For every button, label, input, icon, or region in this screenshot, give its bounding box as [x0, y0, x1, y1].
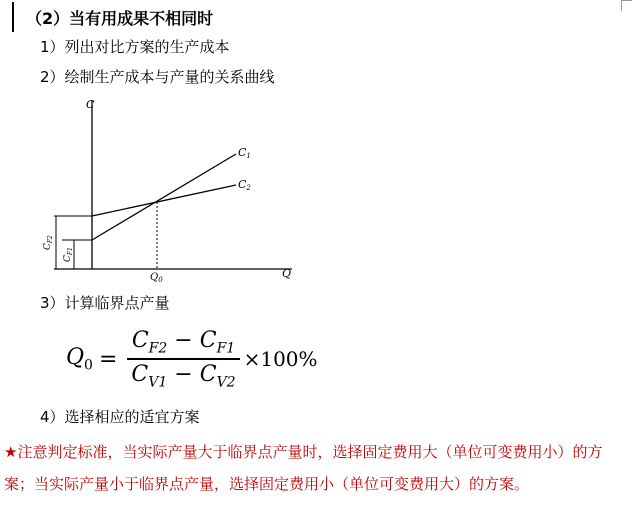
step-1: 1）列出对比方案的生产成本	[40, 38, 230, 56]
cost-output-chart	[34, 92, 304, 282]
formula-equals: =	[98, 346, 118, 372]
series-c2-line	[92, 185, 236, 216]
step-4: 4）选择相应的适宜方案	[40, 408, 200, 426]
cf1-label: $C_{F1}$	[63, 247, 74, 262]
q0-label: $Q_0$	[150, 272, 163, 282]
series-c2-label: C2	[238, 178, 251, 192]
series-c1-line	[92, 154, 236, 240]
breakeven-formula	[66, 328, 318, 391]
step-3: 3）计算临界点产量	[40, 294, 170, 312]
formula-denominator: $C_{V1} - C_{V2}$	[131, 362, 236, 391]
fraction-bar	[127, 358, 239, 360]
left-rule	[12, 2, 14, 32]
corner-mark	[621, 0, 632, 11]
section-heading: （2）当有用成果不相同时	[26, 9, 214, 28]
step-2: 2）绘制生产成本与产量的关系曲线	[40, 68, 275, 86]
formula-times-percent: ×100%	[243, 347, 318, 372]
series-c1-label: C1	[238, 146, 251, 160]
formula-numerator: $C_{F2} - C_{F1}$	[131, 328, 236, 357]
note-text: 注意判定标准，当实际产量大于临界点产量时，选择固定费用大（单位可变费用小）的方案；当实际产量小于临界点产量，选择固定费用小（单位可变费用大）的方案。	[4, 443, 603, 493]
x-axis-label: Q	[282, 267, 292, 280]
attention-note	[4, 436, 616, 500]
star-icon: ★	[4, 443, 18, 461]
cf2-label: $C_{F2}$	[43, 235, 54, 250]
formula-lhs: $Q_0$	[66, 345, 93, 374]
formula-fraction	[127, 328, 239, 391]
y-axis-label: C	[86, 98, 95, 111]
